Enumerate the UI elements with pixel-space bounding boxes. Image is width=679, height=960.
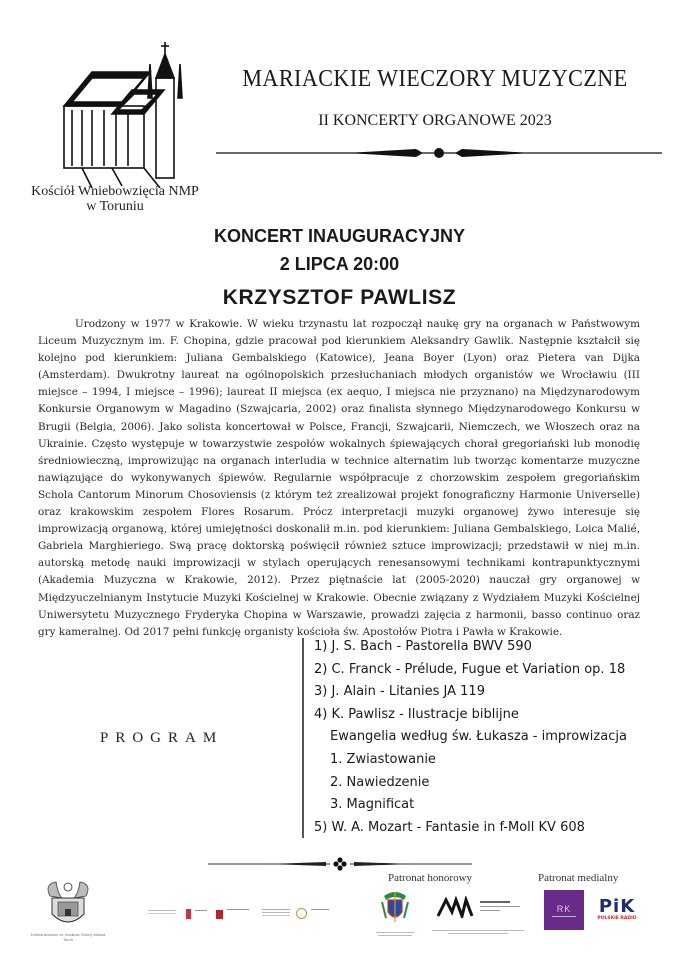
torun-coat-of-arms-icon <box>42 878 94 930</box>
bishop-caption <box>370 930 420 938</box>
event-series-title: MARIACKIE WIECZORY MUZYCZNE <box>242 66 628 92</box>
program-divider <box>302 638 304 838</box>
program-label: PROGRAM <box>100 730 224 746</box>
partner-logo <box>186 906 208 918</box>
church-name-line1: Kościół Wniebowzięcia NMP <box>31 184 199 199</box>
radio-rk-logo <box>544 890 584 930</box>
church-name-line2: w Toruniu <box>86 199 144 214</box>
program-subitem: 2. Nawiedzenie <box>330 774 430 790</box>
program-list <box>314 636 654 839</box>
program-item: 5) W. A. Mozart - Fantasie in f-Moll KV 608 <box>314 819 585 835</box>
flourish-divider-icon <box>216 143 662 163</box>
city-funding-caption: Dofinansowano ze środków Gminy Miasta Toruń <box>30 932 106 942</box>
church-name <box>10 184 220 214</box>
program-item: 4) K. Pawlisz - Ilustracje biblijne <box>314 706 519 722</box>
program-subitem: Ewangelia według św. Łukasza - improwizacja <box>330 729 627 745</box>
church-drawing-icon <box>52 38 202 188</box>
akademia-muzyczna-caption <box>428 928 528 936</box>
program-item: 1) J. S. Bach - Pastorella BWV 590 <box>314 639 532 654</box>
bishop-coat-of-arms-icon <box>380 888 410 928</box>
honorary-patronage-label: Patronat honorowy <box>388 872 473 884</box>
pik-logo-text: PiK <box>598 896 636 917</box>
rk-logo-text: RK <box>556 903 572 914</box>
media-patronage-label: Patronat medialny <box>538 872 619 884</box>
radio-pik-logo <box>594 898 640 926</box>
program-item: 2) C. Franck - Prélude, Fugue et Variation op. 18 <box>314 661 626 677</box>
program-subitem: 3. Magnificat <box>330 797 415 813</box>
event-series-subtitle: II KONCERTY ORGANOWE 2023 <box>318 112 552 129</box>
clover-divider-icon <box>208 855 472 873</box>
akademia-muzyczna-logo-icon <box>436 896 526 918</box>
concert-date: 2 LIPCA 20:00 <box>279 254 400 274</box>
performer-name: KRZYSZTOF PAWLISZ <box>222 286 457 309</box>
performer-biography: Urodzony w 1977 w Krakowie. W wieku trzynastu lat rozpoczął naukę gry na organach w Państwowym Liceum Muzycznym im. F. Chopina, gdzie pracował pod kierunkiem Aleksandry Gawlik. Następnie kształcił się kolejno pod kierunkiem: Juliana Gembalskiego (Katowice), Jeana Boyer (Lyon) oraz Pietera van Dijka (Amsterdam). Dwukrotny laureat na ogólnopolskich przesłuchaniach młodych organistów we Wrocławiu (III miejsce – 1994, I miejsce – 1996); laureat II miejsca (ex aequo, I miejsca nie przyznano) na Międzynarodowym Konkursie Organowym w Magadino (Szwajcaria, 2002) oraz finalista słynnego Międzynarodowego Konkursu w Brugii (Belgia, 2006). Jako solista koncertował w Polsce, Francji, Szwajcarii, Niemczech, we Włoszech oraz na Ukrainie. Często występuje w towarzystwie zespołów wokalnych śpiewających chorał gregoriański lub monodię średniowieczną, improwizując na organach interludia w technice alternatim lub tworząc komentarze muzyczne nawiązujące do wykonywanych śpiewów. Regularnie współpracuje z chorzowskim zespołem gregoriańskim Schola Cantorum Minorum Chosoviensis (z którym też zrealizował projekt fonograficzny Harmonie Universelle) oraz krakowskim zespołem Flores Rosarum. Prócz interpretacji muzyki organowej żywo interesuje się improwizacją organową, której umiejętności doskonalił m.in. pod kierunkiem: Juliana Gembalskiego, Loica Malié, Gabriela Marghieriego. Swą pracę doktorską poświęcił również sztuce improwizacji; przedstawił w niej m.in. autorską metodę nauki improwizacji w stylach operujących renesansowymi technikami kontrapunktycznymi (Akademia Muzyczna w Krakowie, 2012). Przez piętnaście lat (2005-2020) nauczał gry organowej w Międzyuczelnianym Instytucie Muzyki Kościelnej w Krakowie. Obecnie związany z Wydziałem Muzyki Kościelnej Uniwersytetu Muzycznego Fryderyka Chopina w Warszawie, prowadzi zajęcia z harmonii, basso continuo oraz gry kameralnej. Od 2017 pełni funkcję organisty kościoła św. Apostołów Piotra i Pawła w Krakowie. <box>38 318 640 638</box>
program-subitem: 1. Zwiastowanie <box>330 751 436 767</box>
concert-title: KONCERT INAUGURACYJNY <box>213 226 465 246</box>
program-item: 3) J. Alain - Litanies JA 119 <box>314 684 485 700</box>
partner-logo <box>296 906 330 918</box>
pik-logo-subtitle: POLSKIE RADIO <box>597 916 637 921</box>
partner-logo <box>262 906 290 918</box>
partner-logo <box>216 906 250 918</box>
partner-logo <box>148 906 176 918</box>
